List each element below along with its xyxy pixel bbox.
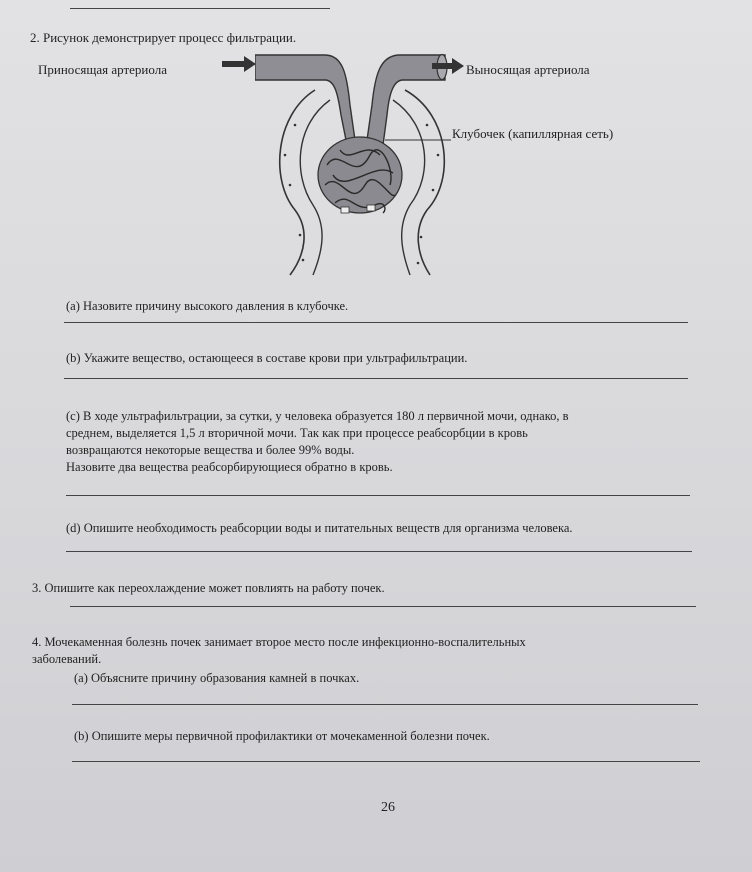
q2-d-text: (d) Опишите необходимость реабсорции воды и питательных веществ для организма человека. bbox=[66, 521, 573, 535]
q3-text: 3. Опишите как переохлаждение может повлиять на работу почек. bbox=[32, 581, 385, 595]
afferent-label: Приносящая артериола bbox=[38, 62, 167, 77]
q4-line2: заболеваний. bbox=[32, 652, 102, 666]
efferent-label: Выносящая артериола bbox=[466, 62, 590, 77]
filtration-diagram bbox=[255, 45, 470, 280]
answer-line-top bbox=[70, 8, 330, 9]
glomerulus-label: Клубочек (капиллярная сеть) bbox=[452, 126, 614, 141]
q2-c-line4: Назовите два вещества реабсорбирующиеся обратно в кровь. bbox=[66, 460, 393, 474]
q2-title: 2. Рисунок демонстрирует процесс фильтрации. bbox=[30, 30, 297, 45]
q2-b-answer-line[interactable] bbox=[64, 378, 688, 379]
q4-a-answer-line[interactable] bbox=[72, 704, 698, 705]
q4-line1: 4. Мочекаменная болезнь почек занимает второе место после инфекционно-воспалительных bbox=[32, 635, 526, 649]
q2-a-text: (a) Назовите причину высокого давления в клубочке. bbox=[66, 299, 349, 313]
q4-a-text: (a) Объясните причину образования камней в почках. bbox=[74, 671, 360, 685]
efferent-arrow-icon bbox=[432, 58, 466, 74]
q4-b-text: (b) Опишите меры первичной профилактики от мочекаменной болезни почек. bbox=[74, 729, 490, 743]
q2-c-line1: (c) В ходе ультрафильтрации, за сутки, у человека образуется 180 л первичной мочи, однако, в bbox=[66, 409, 569, 423]
q2-c-answer-line[interactable] bbox=[66, 495, 690, 496]
q3-answer-line[interactable] bbox=[70, 606, 696, 607]
q2-b-text: (b) Укажите вещество, остающееся в составе крови при ультрафильтрации. bbox=[66, 351, 468, 365]
q2-c-line2: среднем, выделяется 1,5 л вторичной мочи. Так как при процессе реабсорбции в кровь bbox=[66, 426, 528, 440]
q4-b-answer-line[interactable] bbox=[72, 761, 700, 762]
page-number: 26 bbox=[381, 800, 395, 815]
afferent-arrow-icon bbox=[222, 55, 258, 73]
q2-a-answer-line[interactable] bbox=[64, 322, 688, 323]
q2-c-line3: возвращаются некоторые вещества и более 99% воды. bbox=[66, 443, 355, 457]
q2-d-answer-line[interactable] bbox=[66, 551, 692, 552]
